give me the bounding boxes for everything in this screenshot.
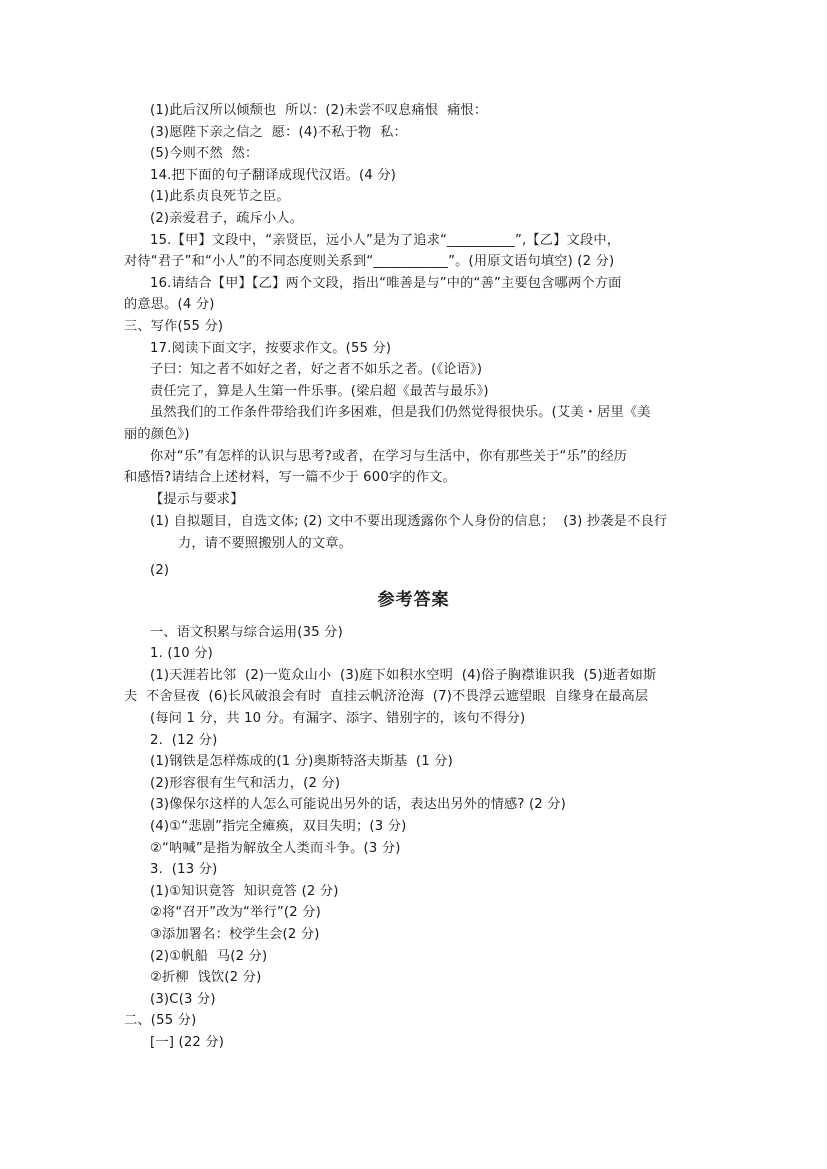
text-line: ②将“召开”改为“举行”(2 分) <box>150 905 321 920</box>
text-line: 17.阅读下面文字，按要求作文。(55 分) <box>150 341 392 356</box>
text-line: 3. (13 分) <box>150 862 218 877</box>
text-line: 对待“君子”和“小人”的不同态度则关系到“___________”。(用原文语句填空) (2 分) <box>124 254 615 269</box>
text-line: (1) 自拟题目，自选文体; (2) 文中不要出现透露你个人身份的信息； (3) 抄袭是不良行 <box>150 514 668 529</box>
text-line: (1)天涯若比邻 (2)一览众山小 (3)庭下如积水空明 (4)俗子胸襟谁识我 (5)逝者如斯 <box>150 668 657 683</box>
text-line: 子曰：知之者不如好之者，好之者不如乐之者。(《论语》) <box>150 362 483 377</box>
text-line: (1)钢铁是怎样炼成的(1 分)奥斯特洛夫斯基 (1 分) <box>150 754 453 769</box>
answer-heading: 参考答案 <box>377 590 450 610</box>
text-line: (1)①知识竟答 知识竟答 (2 分) <box>150 884 339 899</box>
text-line: (2)形容很有生气和活力，(2 分) <box>150 776 341 791</box>
text-line: (2)①帆船 马(2 分) <box>150 949 268 964</box>
text-line: 你对“乐”有怎样的认识与思考?或者，在学习与生活中，你有那些关于“乐”的经历 <box>150 449 628 464</box>
text-line: (2) <box>150 563 170 578</box>
text-line: 责任完了，算是人生第一件乐事。(梁启超《最苦与最乐》) <box>150 384 489 399</box>
text-line: (3)愿陛下亲之信之 愿：(4)不私于物 私： <box>150 125 407 140</box>
text-line: 力，请不要照搬别人的文章。 <box>178 536 353 551</box>
text-line: 虽然我们的工作条件带给我们许多困难，但是我们仍然觉得很快乐。(艾美・居里《美 <box>150 405 651 420</box>
section-heading: 三、写作(55 分) <box>124 319 224 334</box>
text-line: (1)此后汉所以倾颓也 所以：(2)未尝不叹息痛恨 痛恨： <box>150 103 488 118</box>
text-line: 1. (10 分) <box>150 646 214 661</box>
text-line: 15.【甲】文段中，“亲贤臣，远小人”是为了追求“__________”,【乙】文段中， <box>150 233 621 248</box>
text-line: [一] (22 分) <box>150 1035 225 1050</box>
text-line: (5)今则不然 然： <box>150 146 259 161</box>
text-line: 的意思。(4 分) <box>124 297 215 312</box>
text-line: (1)此系贞良死节之臣。 <box>150 189 290 204</box>
text-line: ②“呐喊”是指为解放全人类而斗争。(3 分) <box>150 841 401 856</box>
section-heading: 一、语文积累与综合运用(35 分) <box>150 625 343 640</box>
text-line: ②折柳 饯饮(2 分) <box>150 970 262 985</box>
text-line: 丽的颜色》) <box>124 427 190 442</box>
text-line: 和感悟?请结合上述材料，写一篇不少于 600字的作文。 <box>124 470 456 485</box>
text-line: (2)亲爱君子，疏斥小人。 <box>150 211 304 226</box>
text-line: ③添加署名：校学生会(2 分) <box>150 927 320 942</box>
text-line: (3)像保尔这样的人怎么可能说出另外的话，表达出另外的情感? (2 分) <box>150 797 567 812</box>
text-line: 14.把下面的句子翻译成现代汉语。(4 分) <box>150 168 397 183</box>
text-line: (每问 1 分，共 10 分。有漏字、添字、错别字的，该句不得分) <box>150 711 526 726</box>
text-line: (4)①“悲剧”指完全瘫痪，双目失明；(3 分) <box>150 819 407 834</box>
text-line: (3)C(3 分) <box>150 992 216 1007</box>
text-line: 【提示与要求】 <box>150 492 244 507</box>
text-line: 2. (12 分) <box>150 733 218 748</box>
text-line: 夫 不舍昼夜 (6)长风破浪会有时 直挂云帆济沧海 (7)不畏浮云遮望眼 自缘身在最高层 <box>124 689 649 704</box>
section-heading: 二、(55 分) <box>124 1013 197 1028</box>
text-line: 16.请结合【甲】【乙】两个文段，指出“唯善是与”中的“善”主要包含哪两个方面 <box>150 276 622 291</box>
